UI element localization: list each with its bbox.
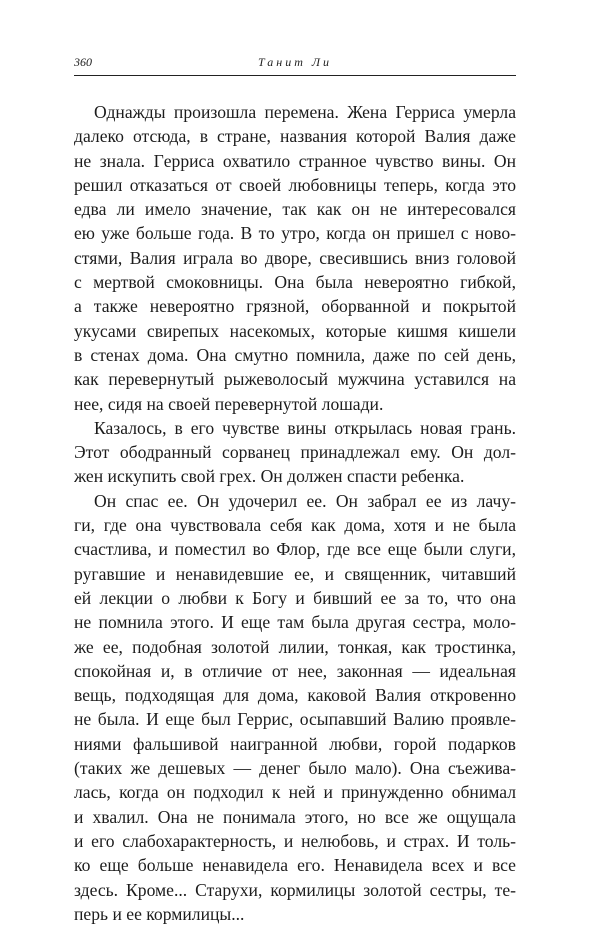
- text-line: не была. И еще был Геррис, осыпавший Валию проявле-: [74, 709, 516, 730]
- text-line: здесь. Кроме... Старухи, кормилицы золотой сестры, те-: [74, 879, 516, 900]
- page-header: [74, 48, 516, 82]
- text-line: ниями фальшивой наигранной любви, горой подарков: [74, 733, 516, 754]
- text-line: нее, сидя на своей перевернутой лошади.: [74, 393, 384, 414]
- text-line: вещь, подходящая для дома, каковой Валия откровенно: [74, 685, 516, 706]
- text-line: Этот ободранный сорванец принадлежал ему. Он дол-: [74, 442, 516, 463]
- text-line: и его слабохарактерность, и нелюбовь, и страх. И толь-: [74, 830, 516, 851]
- page-number: 360: [74, 55, 92, 69]
- body-text: [74, 100, 516, 926]
- text-line: перь и ее кормилицы...: [74, 903, 245, 924]
- running-head: Танит Ли: [258, 55, 332, 69]
- text-line: и хвалил. Она не понимала этого, но все же ощущала: [74, 806, 516, 827]
- text-line: ей лекции о любви к Богу и бивший ее за то, что она: [74, 587, 516, 608]
- text-line: лась, когда он подходил к ней и принужденно обнимал: [74, 782, 516, 803]
- text-line: спокойная и, в отличие от нее, законная — идеальная: [74, 660, 516, 681]
- text-line: не помнила этого. И еще там была другая сестра, моло-: [74, 612, 516, 633]
- paragraph: [74, 416, 516, 489]
- text-line: Однажды произошла перемена. Жена Герриса умерла: [94, 102, 516, 122]
- text-line: (таких же дешевых — денег было мало). Она съежива-: [74, 758, 516, 779]
- text-line: в стенах дома. Она смутно помнила, даже по сей день,: [74, 344, 516, 365]
- text-line: жен искупить свой грех. Он должен спасти ребенка.: [74, 466, 465, 487]
- text-line: едва ли имело значение, так как он не интересовался: [74, 199, 516, 220]
- text-line: стями, Валия играла во дворе, свесившись вниз головой: [74, 247, 516, 268]
- text-line: с мертвой смоковницы. Она была невероятно гибкой,: [74, 272, 516, 293]
- text-line: Казалось, в его чувстве вины открылась новая грань.: [94, 417, 516, 438]
- paragraph: [74, 100, 516, 416]
- text-line: как перевернутый рыжеволосый мужчина уставился на: [74, 369, 516, 390]
- text-line: решил отказаться от своей любовницы теперь, когда это: [74, 174, 516, 195]
- text-line: счастлива, и поместил во Флор, где все еще были слуги,: [74, 539, 516, 560]
- text-line: укусами свирепых насекомых, которые кишмя кишели: [74, 320, 516, 341]
- text-line: ко еще больше ненавидела его. Ненавидела всех и все: [74, 855, 516, 876]
- text-line: а также невероятно грязной, оборванной и покрытой: [74, 296, 516, 317]
- text-line: же ее, подобная золотой лилии, тонкая, как тростинка,: [74, 636, 516, 657]
- text-line: Он спас ее. Он удочерил ее. Он забрал ее из лачу-: [94, 490, 516, 511]
- text-line: ею уже больше года. В то утро, когда он пришел с ново-: [74, 223, 516, 244]
- text-line: не знала. Гeрриса охватило странное чувство вины. Он: [74, 150, 516, 171]
- paragraph: [74, 489, 516, 926]
- header-rule: [74, 75, 516, 76]
- text-line: далеко отсюда, в стране, названия которой Валия даже: [74, 126, 516, 147]
- text-line: ругавшие и ненавидевшие ее, и священник, читавший: [74, 563, 516, 584]
- text-line: ги, где она чувствовала себя как дома, хотя и не была: [74, 515, 516, 536]
